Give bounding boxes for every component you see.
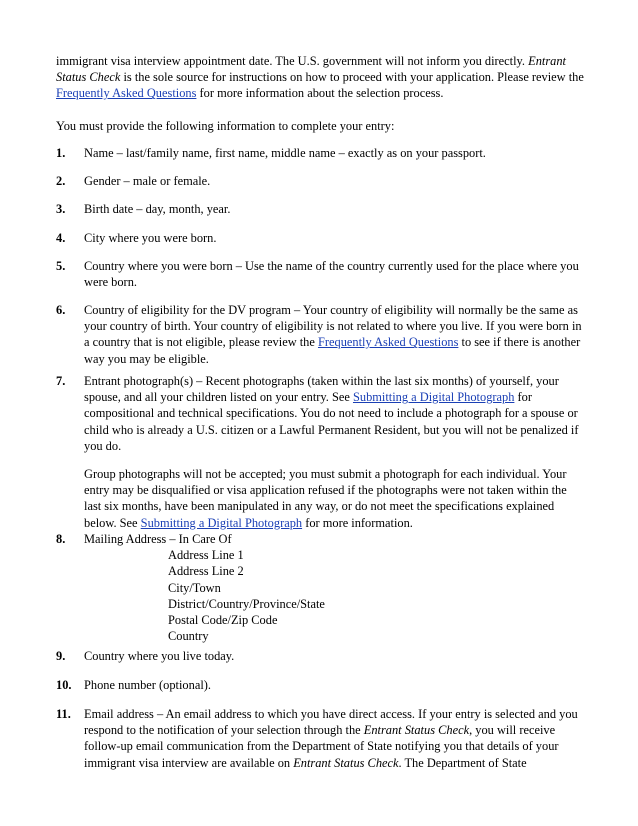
item-number: 3. xyxy=(56,202,66,216)
item-number: 11. xyxy=(56,707,71,721)
list-item-6 xyxy=(56,302,584,367)
item-text: Name – last/family name, first name, middle name – exactly as on your passport. xyxy=(84,146,486,160)
list-item-2 xyxy=(56,173,584,189)
address-line: City/Town xyxy=(168,580,221,595)
address-line: Address Line 2 xyxy=(168,564,244,579)
entrant-status-check-term: Entrant Status Check xyxy=(293,755,399,770)
item-number: 7. xyxy=(56,374,66,388)
item-text: Gender – male or female. xyxy=(84,174,211,188)
intro-paragraph: immigrant visa interview appointment date. The U.S. government will not inform you directly. Entrant Status Check is the sole source for instructions on how to proceed with your application. Please review the Frequently Asked Questions for more information about the selection process. xyxy=(56,54,584,101)
item-number: 5. xyxy=(56,259,66,273)
item-text: Country where you live today. xyxy=(84,649,235,663)
address-line: Country xyxy=(168,629,209,644)
item-text: City where you were born. xyxy=(84,231,217,245)
address-line: Postal Code/Zip Code xyxy=(168,613,278,628)
list-item-3 xyxy=(56,201,584,217)
item-text-continued: Group photographs will not be accepted; you must submit a photograph for each individual. Your entry may be disqualified or visa application refused if the photographs were not taken within the last six months, have been manipulated in any way, or do not meet the specifications explained below. See Submitting a Digital Photograph for more information. xyxy=(84,467,567,530)
list-item-8 xyxy=(56,531,584,644)
item-text: Entrant photograph(s) – Recent photographs (taken within the last six months) of yourself, your spouse, and all your children listed on your entry. See Submitting a Digital Photograph for compositional and technical specifications. You do not need to include a photograph for a spouse or child who is already a U.S. citizen or a Lawful Permanent Resident, but you will not be penalized if you do. xyxy=(84,374,579,453)
item-text: Birth date – day, month, year. xyxy=(84,202,231,216)
item-text: Phone number (optional). xyxy=(84,678,211,692)
faq-link[interactable]: Frequently Asked Questions xyxy=(56,86,197,101)
address-line: Address Line 1 xyxy=(168,548,244,563)
digital-photograph-link[interactable]: Submitting a Digital Photograph xyxy=(352,390,515,405)
item-number: 9. xyxy=(56,649,66,663)
item-number: 1. xyxy=(56,146,66,160)
item-text: Country where you were born – Use the name of the country currently used for the place where you were born. xyxy=(84,259,579,290)
item-number: 10. xyxy=(56,678,72,692)
list-item-11 xyxy=(56,706,584,771)
item-number: 6. xyxy=(56,303,66,317)
item-number: 4. xyxy=(56,231,66,245)
entrant-status-check-term: Entrant Status Check xyxy=(363,723,470,738)
address-line: District/Country/Province/State xyxy=(168,596,325,611)
faq-link[interactable]: Frequently Asked Questions xyxy=(317,335,459,350)
must-provide-text: You must provide the following information to complete your entry: xyxy=(56,119,395,133)
list-item-7 xyxy=(56,373,584,531)
list-item-9 xyxy=(56,648,584,664)
list-item-1 xyxy=(56,145,584,161)
entrant-status-check-term: Entrant Status Check xyxy=(56,54,567,85)
item-number: 8. xyxy=(56,532,66,546)
list-item-5 xyxy=(56,258,584,290)
list-item-10 xyxy=(56,677,584,693)
digital-photograph-link[interactable]: Submitting a Digital Photograph xyxy=(140,515,303,530)
item-number: 2. xyxy=(56,174,66,188)
item-text: Email address – An email address to which you have direct access. If your entry is selected and you respond to the notification of your selection through the Entrant Status Check, you will receive follow-up email communication from the Department of State notifying you that details of your immigrant visa interview are available on Entrant Status Check. The Department of State xyxy=(84,707,578,770)
item-text: Country of eligibility for the DV program – Your country of eligibility will normally be the same as your country of birth. Your country of eligibility is not related to where you live. If you were born in a country that is not eligible, please review the Frequently Asked Questions to see if there is another way you may be eligible. xyxy=(84,303,582,366)
item-text: Mailing Address – In Care Of xyxy=(84,532,232,546)
list-item-4 xyxy=(56,230,584,246)
